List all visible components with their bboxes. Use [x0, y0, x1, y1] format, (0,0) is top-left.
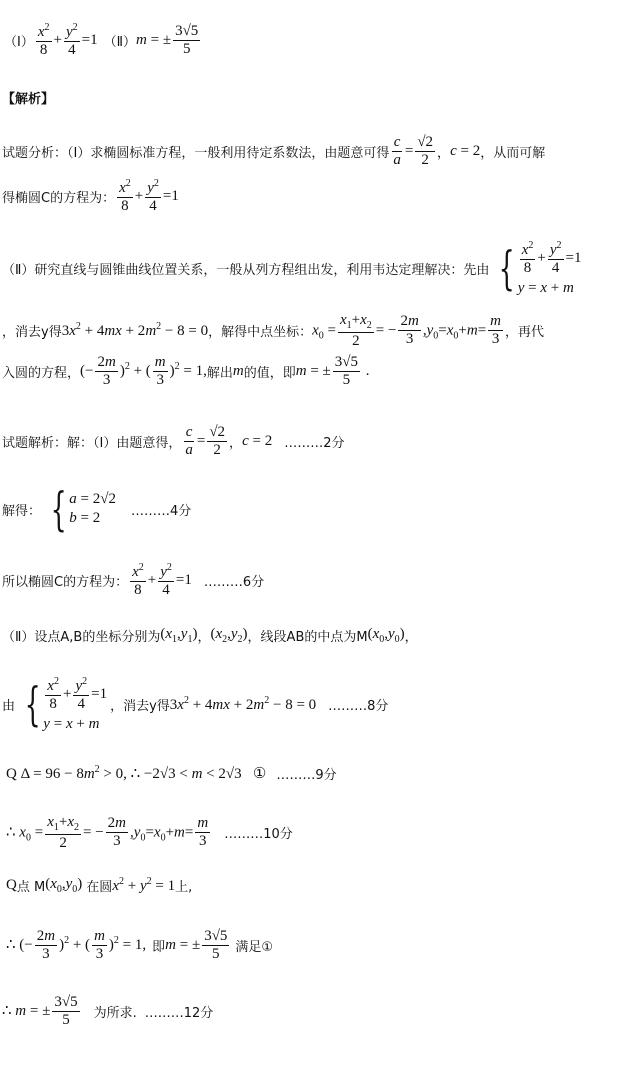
solution-line-3: 所以椭圆C的方程为： $\frac{x^2}{8}$ + $\frac{y^2}{4}$ =1 ………6分: [2, 562, 265, 599]
answer-line: （Ⅰ） $\frac{x^2}{8}$ + $\frac{y^2}{4}$ =1 （Ⅱ） m = ± $\frac{3√5}{5}$: [4, 22, 202, 60]
analysis-line-5: 入圆的方程， (− $\frac{2m}{3}$ )$^2$ + ( $\frac{m}{3}$ )$^2$ = 1, 解出 m 的值，即 m = ± $\frac{3√5}{5}$ .: [2, 354, 370, 389]
analysis-heading: 【解析】: [2, 92, 55, 107]
solution-line-7: ∴ $x_0$ = $\frac{x_1+x_2}{2}$ = − $\frac{2m}{3}$ $,y_0=x_0+m=$ $\frac{m}{3}$ ………10分: [6, 814, 293, 851]
analysis-line-4: ，消去y得 $3x^2 + 4mx + 2m^2 - 8 = 0$ ，解得中点坐标： $x_0$ = $\frac{x_1+x_2}{2}$ = − $\frac{2m}{3}$ $,y_0=x_0+m=$ $\frac{m}{3}$ ，再代: [2, 312, 545, 349]
analysis-line-2: 得椭圆C的方程为： $\frac{x^2}{8}$ + $\frac{y^2}{4}$ =1: [2, 178, 179, 215]
equation-system: { $\frac{x^2}{8}$ + $\frac{y^2}{4}$ =1 y = x + m: [498, 240, 582, 296]
formula-m-value: m = ± $\frac{3√5}{5}$: [136, 23, 199, 58]
analysis-line-1: 试题分析：（Ⅰ）求椭圆标准方程，一般利用待定系数法，由题意可得 $\frac{c}{a}$ = $\frac{√2}{2}$ ， c = 2 ，从而可解: [2, 134, 546, 169]
formula-ellipse: $\frac{x^2}{8}$ + $\frac{y^2}{4}$ =1: [37, 22, 98, 59]
solution-line-2: 解得： { a = 2√2 b = 2 ………4分: [2, 482, 192, 536]
solution-line-6: Q $\Delta = 96 - 8m^2 > 0$, ∴ −2√3 < m < 2√3 ① ………9分: [6, 764, 337, 783]
solution-line-9: ∴ (− $\frac{2m}{3}$ )$^2$ + ( $\frac{m}{3}$ )$^2$ = 1, 即 m = ± $\frac{3√5}{5}$ 满足①: [6, 928, 274, 963]
solution-line-10: ∴ m = ± $\frac{3√5}{5}$ 为所求. ………12分: [2, 994, 214, 1029]
solution-line-1: 试题解析：解：（Ⅰ）由题意得， $\frac{c}{a}$ = $\frac{√2}{2}$ ， c = 2 ………2分: [2, 424, 345, 459]
solution-line-5: 由 { $\frac{x^2}{8}$ + $\frac{y^2}{4}$ =1 y = x + m ，消去y得 $3x^2 + 4mx + 2m^2 - 8 = 0$ ………8分: [2, 676, 389, 732]
analysis-line-3: （Ⅱ）研究直线与圆锥曲线位置关系，一般从列方程组出发，利用韦达定理解决：先由 { $\frac{x^2}{8}$ + $\frac{y^2}{4}$ =1 y = x + m: [2, 240, 582, 296]
solution-line-8: Q 点 M $(x_0,y_0)$ 在圆 $x^2 + y^2 = 1$ 上,: [6, 876, 193, 895]
solution-line-4: （Ⅱ）设点A,B的坐标分别为 $(x_1,y_1)$ ， $(x_2,y_2)$ ，线段AB的中点为M $(x_0,y_0)$ ，: [2, 626, 418, 645]
